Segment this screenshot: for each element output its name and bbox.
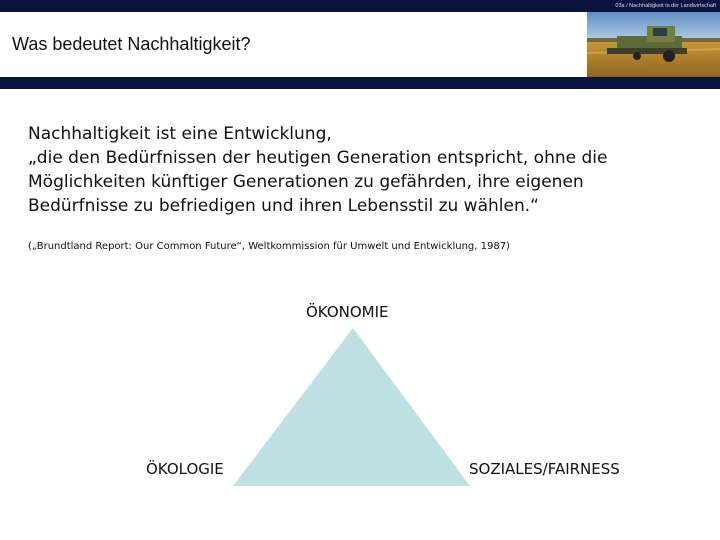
definition-line: Bedürfnisse zu befriedigen und ihren Lebensstil zu wählen.“ (28, 196, 539, 216)
triangle-label-social: SOZIALES/FAIRNESS (469, 460, 620, 478)
triangle-label-economy: ÖKONOMIE (306, 303, 389, 321)
source-citation: („Brundtland Report: Our Common Future“, Weltkommission für Umwelt und Entwicklung, 1987) (28, 241, 510, 252)
triangle-label-ecology: ÖKOLOGIE (146, 460, 224, 478)
definition-line: Nachhaltigkeit ist eine Entwicklung, (28, 124, 332, 144)
triangle-shape (233, 328, 470, 486)
definition-line: „die den Bedürfnissen der heutigen Generation entspricht, ohne die (28, 148, 608, 168)
definition-line: Möglichkeiten künftiger Generationen zu gefährden, ihre eigenen (28, 172, 584, 192)
course-line: 03a / Nachhaltigkeit in der Landwirtschaft (615, 3, 716, 9)
page-title: Was bedeutet Nachhaltigkeit? (12, 34, 251, 54)
